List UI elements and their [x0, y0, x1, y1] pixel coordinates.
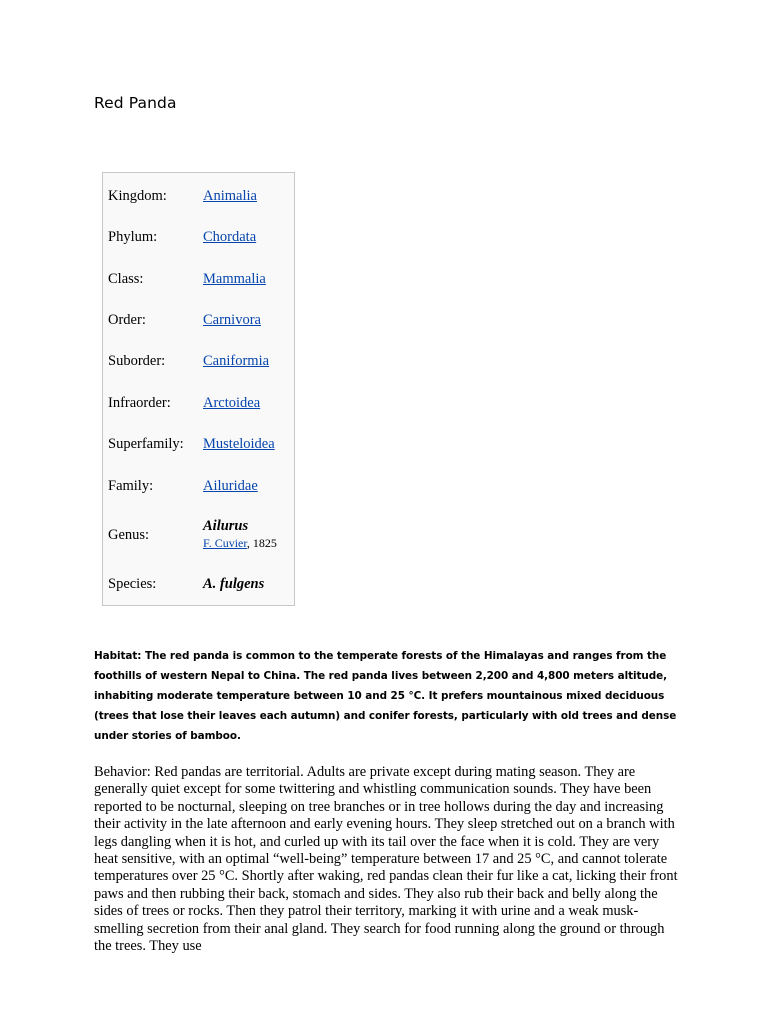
taxonomy-link-phylum[interactable]: Chordata [203, 228, 257, 245]
genus-name: Ailurus [203, 518, 249, 534]
behavior-paragraph: Behavior: Red pandas are territorial. Adults are private except during mating season. They are generally quiet except for some twittering and whistling communication sounds. They have been reported to be nocturnal, sleeping on tree branches or in tree hollows during the day and increasing their activity in the late afternoon and early evening hours. They sleep stretched out on a branch with legs dangling when it is hot, and curled up with its tail over the face when it is cold. They are very heat sensitive, with an optimal “well-being” temperature between 17 and 25 °C, and cannot tolerate temperatures over 25 °C. Shortly after waking, red pandas clean their fur like a cat, licking their front paws and then rubbing their back, stomach and sides. They also rub their back and belly along the sides of trees or rocks. Then they patrol their territory, marking it with urine and a weak musk-smelling secretion from their anal gland. They search for food running along the ground or through the trees. They use [94, 764, 678, 955]
taxonomy-label: Infraorder: [108, 394, 171, 411]
taxonomy-label: Phylum: [108, 228, 158, 245]
genus-author [203, 537, 277, 550]
page-title: Red Panda [94, 94, 177, 112]
genus-year: , 1825 [246, 535, 277, 550]
genus-value [203, 519, 277, 550]
taxonomy-label: Family: [108, 477, 154, 494]
taxonomy-label: Superfamily: [108, 435, 184, 452]
taxonomy-link-class[interactable]: Mammalia [203, 270, 266, 287]
taxonomy-link-superfamily[interactable]: Musteloidea [203, 435, 275, 452]
taxonomy-link-order[interactable]: Carnivora [203, 311, 261, 328]
taxonomy-link-infraorder[interactable]: Arctoidea [203, 394, 261, 411]
taxonomy-link-suborder[interactable]: Caniformia [203, 352, 270, 369]
taxonomy-link-family[interactable]: Ailuridae [203, 477, 258, 494]
taxonomy-infobox [102, 172, 295, 606]
species-name: A. fulgens [203, 575, 265, 592]
taxonomy-link-kingdom[interactable]: Animalia [203, 187, 257, 204]
taxonomy-label: Kingdom: [108, 187, 167, 204]
habitat-paragraph: Habitat: The red panda is common to the temperate forests of the Himalayas and ranges from the foothills of western Nepal to China. The red panda lives between 2,200 and 4,800 meters altitude, inhabiting moderate temperature between 10 and 25 °C. It prefers mountainous mixed deciduous (trees that lose their leaves each autumn) and conifer forests, particularly with old trees and dense under stories of bamboo. [94, 650, 677, 742]
taxonomy-label: Species: [108, 575, 157, 592]
genus-author-link[interactable]: F. Cuvier [203, 535, 247, 550]
taxonomy-label: Genus: [108, 526, 150, 543]
taxonomy-label: Suborder: [108, 352, 166, 369]
taxonomy-label: Class: [108, 270, 144, 287]
taxonomy-label: Order: [108, 311, 146, 328]
